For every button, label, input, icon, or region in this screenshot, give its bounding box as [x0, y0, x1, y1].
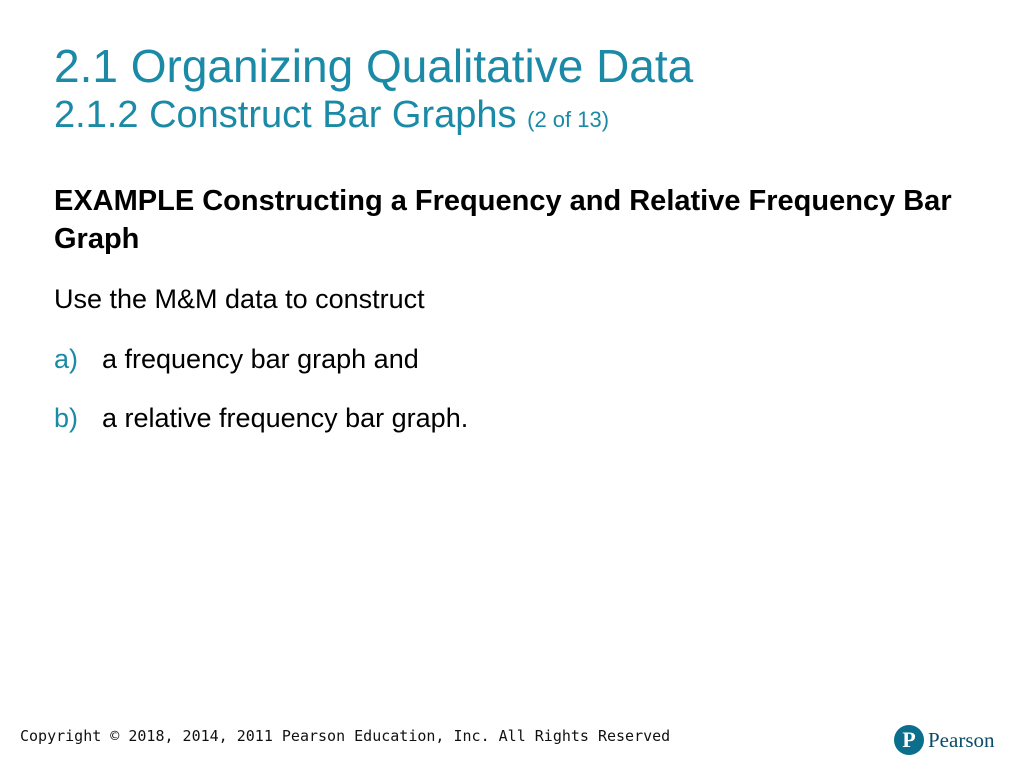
pearson-logo-icon: P: [894, 725, 924, 755]
intro-text: Use the M&M data to construct: [54, 284, 425, 314]
example-heading: EXAMPLE Constructing a Frequency and Relative Frequency Bar Graph: [54, 185, 952, 255]
list-text-a: a frequency bar graph and: [102, 344, 419, 374]
pearson-logo-text: Pearson: [928, 727, 995, 752]
pearson-logo: [894, 723, 995, 757]
slide-title: 2.1 Organizing Qualitative Data: [54, 40, 694, 92]
slide-title-block: [54, 40, 994, 143]
slide-subtitle-line: [54, 92, 994, 143]
list-text-b: a relative frequency bar graph.: [102, 403, 469, 433]
list-marker-a: a): [54, 344, 79, 374]
list-item-a: [54, 342, 419, 376]
slide-counter: (2 of 13): [527, 107, 610, 132]
list-marker-b: b): [54, 403, 79, 433]
copyright-footer: Copyright © 2018, 2014, 2011 Pearson Education, Inc. All Rights Reserved: [20, 727, 671, 745]
slide-subtitle: 2.1.2 Construct Bar Graphs: [54, 94, 517, 136]
list-item-b: [54, 401, 468, 435]
